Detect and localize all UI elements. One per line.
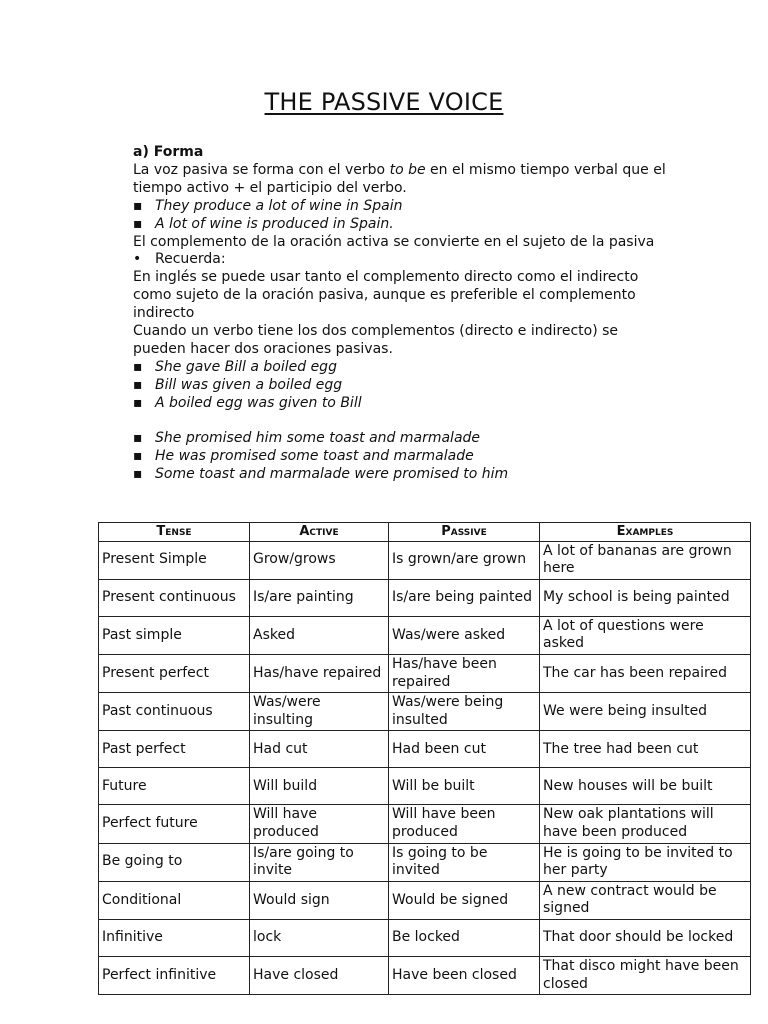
table-row	[99, 616, 751, 654]
example-cell: That disco might have been closed	[540, 956, 751, 994]
example-item	[133, 395, 673, 413]
tense-cell: Future	[99, 768, 250, 805]
example-cell: He is going to be invited to her party	[540, 843, 751, 881]
tense-cell: Perfect infinitive	[99, 956, 250, 994]
bullet-icon: ▪	[133, 215, 143, 232]
example-text: She gave Bill a boiled egg	[155, 358, 337, 375]
example-cell: A lot of bananas are grown here	[540, 541, 751, 579]
active-cell: Had cut	[250, 731, 389, 768]
passive-cell: Will have been produced	[389, 805, 540, 843]
example-cell: A lot of questions were asked	[540, 616, 751, 654]
active-cell: Have closed	[250, 956, 389, 994]
example-item	[133, 448, 673, 466]
example-text: Bill was given a boiled egg	[155, 376, 343, 393]
example-text: He was promised some toast and marmalade	[155, 448, 474, 465]
passive-cell: Is/are being painted	[389, 579, 540, 616]
example-cell: A new contract would be signed	[540, 881, 751, 919]
spacer	[133, 413, 673, 431]
tense-cell: Present continuous	[99, 579, 250, 616]
tense-cell: Conditional	[99, 881, 250, 919]
bullet-icon: ▪	[133, 394, 143, 411]
tense-cell: Past perfect	[99, 731, 250, 768]
passive-cell: Is grown/are grown	[389, 541, 540, 579]
page-title: THE PASSIVE VOICE	[264, 88, 504, 116]
bullet-icon: ▪	[133, 376, 143, 393]
active-cell: Asked	[250, 616, 389, 654]
example-cell: New houses will be built	[540, 768, 751, 805]
table-row	[99, 693, 751, 731]
example-text: They produce a lot of wine in Spain	[155, 197, 403, 214]
tense-cell: Perfect future	[99, 805, 250, 843]
section-heading: a) Forma	[133, 144, 204, 160]
example-cell: The tree had been cut	[540, 731, 751, 768]
active-cell: lock	[250, 919, 389, 956]
note-paragraph: El complemento de la oración activa se convierte en el sujeto de la pasiva	[133, 233, 655, 250]
active-cell: Would sign	[250, 881, 389, 919]
bullet-icon: ▪	[133, 466, 143, 483]
table-row	[99, 579, 751, 616]
bullet-icon: ▪	[133, 358, 143, 375]
table-row	[99, 956, 751, 994]
example-text: A boiled egg was given to Bill	[155, 394, 362, 411]
passive-cell: Had been cut	[389, 731, 540, 768]
table-row	[99, 654, 751, 692]
table-row	[99, 919, 751, 956]
example-cell: My school is being painted	[540, 579, 751, 616]
example-cell: The car has been repaired	[540, 654, 751, 692]
active-cell: Will build	[250, 768, 389, 805]
passive-cell: Was/were being insulted	[389, 693, 540, 731]
table-row	[99, 731, 751, 768]
table-row	[99, 541, 751, 579]
example-item	[133, 377, 673, 395]
example-item	[133, 216, 673, 234]
passive-cell: Has/have been repaired	[389, 654, 540, 692]
note-paragraph: En inglés se puede usar tanto el complemento directo como el indirecto como sujeto de la oración pasiva, aunque es preferible el complemento indirecto	[133, 269, 639, 322]
tense-cell: Infinitive	[99, 919, 250, 956]
example-cell: That door should be locked	[540, 919, 751, 956]
active-cell: Has/have repaired	[250, 654, 389, 692]
column-header-tense: Tense	[99, 523, 250, 542]
active-cell: Was/were insulting	[250, 693, 389, 731]
passive-cell: Is going to be invited	[389, 843, 540, 881]
tense-cell: Present Simple	[99, 541, 250, 579]
passive-voice-table	[98, 522, 751, 995]
column-header-passive: Passive	[389, 523, 540, 542]
example-text: A lot of wine is produced in Spain.	[155, 215, 394, 232]
column-header-active: Active	[250, 523, 389, 542]
active-cell: Is/are going to invite	[250, 843, 389, 881]
tense-cell: Past continuous	[99, 693, 250, 731]
active-cell: Is/are painting	[250, 579, 389, 616]
example-item	[133, 359, 673, 377]
intro-verb: to be	[389, 161, 426, 178]
column-header-examples: Examples	[540, 523, 751, 542]
table-header-row	[99, 523, 751, 542]
intro-paragraph	[133, 162, 673, 198]
active-cell: Will have produced	[250, 805, 389, 843]
passive-cell: Have been closed	[389, 956, 540, 994]
example-item	[133, 430, 673, 448]
tense-cell: Be going to	[99, 843, 250, 881]
tense-cell: Present perfect	[99, 654, 250, 692]
table-row	[99, 843, 751, 881]
intro-text-2: en el mismo tiempo verbal que el tiempo activo + el participio del verbo.	[133, 161, 666, 196]
example-item	[133, 466, 673, 484]
passive-cell: Was/were asked	[389, 616, 540, 654]
tense-cell: Past simple	[99, 616, 250, 654]
bullet-icon: ▪	[133, 197, 143, 214]
forma-section	[133, 144, 673, 484]
active-cell: Grow/grows	[250, 541, 389, 579]
example-item	[133, 198, 673, 216]
passive-cell: Be locked	[389, 919, 540, 956]
bullet-icon: ▪	[133, 430, 143, 447]
intro-text-1: La voz pasiva se forma con el verbo	[133, 161, 390, 178]
note-paragraph: Cuando un verbo tiene los dos complementos (directo e indirecto) se pueden hacer dos oraciones pasivas.	[133, 323, 619, 357]
remember-item	[133, 251, 673, 269]
table-row	[99, 768, 751, 805]
example-cell: New oak plantations will have been produced	[540, 805, 751, 843]
remember-label: Recuerda:	[155, 251, 226, 268]
example-text: She promised him some toast and marmalade	[155, 430, 481, 447]
example-cell: We were being insulted	[540, 693, 751, 731]
bullet-icon: •	[133, 251, 142, 268]
table-row	[99, 881, 751, 919]
example-text: Some toast and marmalade were promised to him	[155, 466, 509, 483]
passive-cell: Would be signed	[389, 881, 540, 919]
table-row	[99, 805, 751, 843]
passive-cell: Will be built	[389, 768, 540, 805]
bullet-icon: ▪	[133, 448, 143, 465]
